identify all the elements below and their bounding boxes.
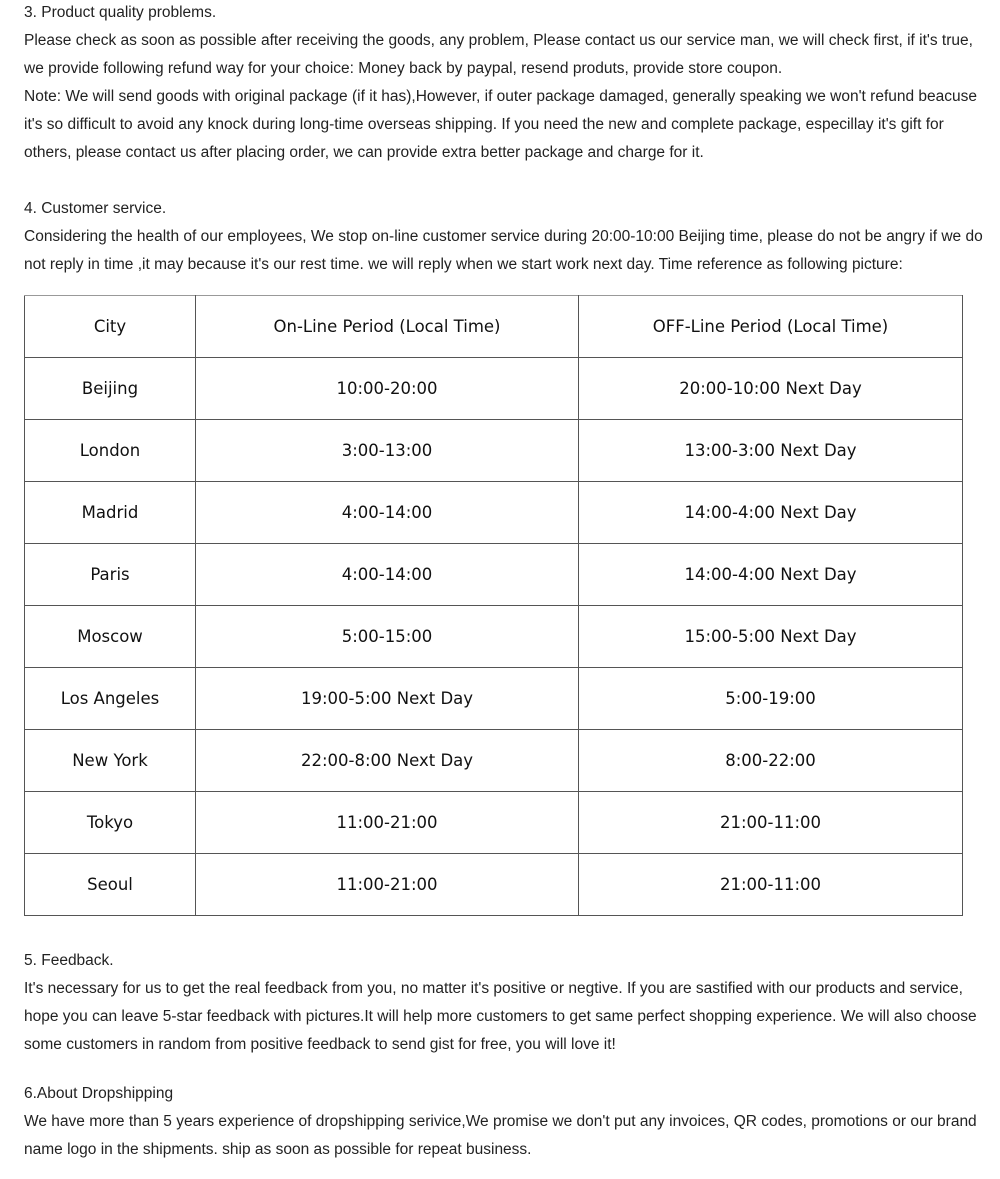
offline-cell: 14:00-4:00 Next Day <box>579 544 963 606</box>
offline-cell: 15:00-5:00 Next Day <box>579 606 963 668</box>
section-paragraph: It's necessary for us to get the real feedback from you, no matter it's positive or negtive. If you are sastified with our products and service, hope you can leave 5-star feedback with pictures.It will help more customers to get same perfect shopping experience. We will also choose some customers in random from positive feedback to send gist for free, you will love it! <box>24 980 977 1053</box>
city-cell: Beijing <box>25 358 196 420</box>
offline-cell: 14:00-4:00 Next Day <box>579 482 963 544</box>
table-row <box>25 358 963 420</box>
table-row <box>25 854 963 916</box>
online-cell: 10:00-20:00 <box>196 358 579 420</box>
offline-cell: 21:00-11:00 <box>579 792 963 854</box>
city-cell: Seoul <box>25 854 196 916</box>
section-note: Note: We will send goods with original package (if it has),However, if outer package damaged, generally speaking we won't refund beacuse it's so difficult to avoid any knock during long-time overseas shipping. If you need the new and complete package, especillay it's gift for others, please contact us after placing order, we can provide extra better package and charge for it. <box>24 88 978 161</box>
service-hours-table <box>24 295 963 916</box>
table-row <box>25 544 963 606</box>
section-heading: 4. Customer service. <box>24 200 167 217</box>
offline-cell: 20:00-10:00 Next Day <box>579 358 963 420</box>
offline-cell: 13:00-3:00 Next Day <box>579 420 963 482</box>
table-row <box>25 420 963 482</box>
section-feedback <box>24 947 984 1059</box>
online-cell: 5:00-15:00 <box>196 606 579 668</box>
offline-cell: 8:00-22:00 <box>579 730 963 792</box>
city-cell: Paris <box>25 544 196 606</box>
table-header-row <box>25 296 963 358</box>
section-dropshipping <box>24 1080 984 1164</box>
online-cell: 11:00-21:00 <box>196 854 579 916</box>
online-cell: 22:00-8:00 Next Day <box>196 730 579 792</box>
section-heading: 3. Product quality problems. <box>24 4 217 21</box>
city-cell: Madrid <box>25 482 196 544</box>
section-customer-service <box>24 195 984 279</box>
table-row <box>25 792 963 854</box>
online-cell: 4:00-14:00 <box>196 482 579 544</box>
online-cell: 4:00-14:00 <box>196 544 579 606</box>
city-cell: London <box>25 420 196 482</box>
table-row <box>25 668 963 730</box>
section-paragraph: We have more than 5 years experience of dropshipping serivice,We promise we don't put any invoices, QR codes, promotions or our brand name logo in the shipments. ship as soon as possible for repeat business. <box>24 1113 977 1158</box>
service-hours-table-wrapper <box>24 295 962 916</box>
section-heading: 5. Feedback. <box>24 952 114 969</box>
table-row <box>25 730 963 792</box>
section-paragraph: Please check as soon as possible after receiving the goods, any problem, Please contact us our service man, we will check first, if it's true, we provide following refund way for your choice: Money back by paypal, resend produts, provide store coupon. <box>24 32 973 77</box>
city-cell: Los Angeles <box>25 668 196 730</box>
section-product-quality <box>24 0 984 167</box>
online-cell: 3:00-13:00 <box>196 420 579 482</box>
city-cell: Tokyo <box>25 792 196 854</box>
city-cell: Moscow <box>25 606 196 668</box>
offline-cell: 5:00-19:00 <box>579 668 963 730</box>
section-paragraph: Considering the health of our employees, We stop on-line customer service during 20:00-10:00 Beijing time, please do not be angry if we do not reply in time ,it may because it's our rest time. we will reply when we start work next day. Time reference as following picture: <box>24 228 983 273</box>
table-row <box>25 606 963 668</box>
header-offline-period: OFF-Line Period (Local Time) <box>579 296 963 358</box>
online-cell: 11:00-21:00 <box>196 792 579 854</box>
section-heading: 6.About Dropshipping <box>24 1085 174 1102</box>
city-cell: New York <box>25 730 196 792</box>
header-online-period: On-Line Period (Local Time) <box>196 296 579 358</box>
offline-cell: 21:00-11:00 <box>579 854 963 916</box>
header-city: City <box>25 296 196 358</box>
table-row <box>25 482 963 544</box>
online-cell: 19:00-5:00 Next Day <box>196 668 579 730</box>
